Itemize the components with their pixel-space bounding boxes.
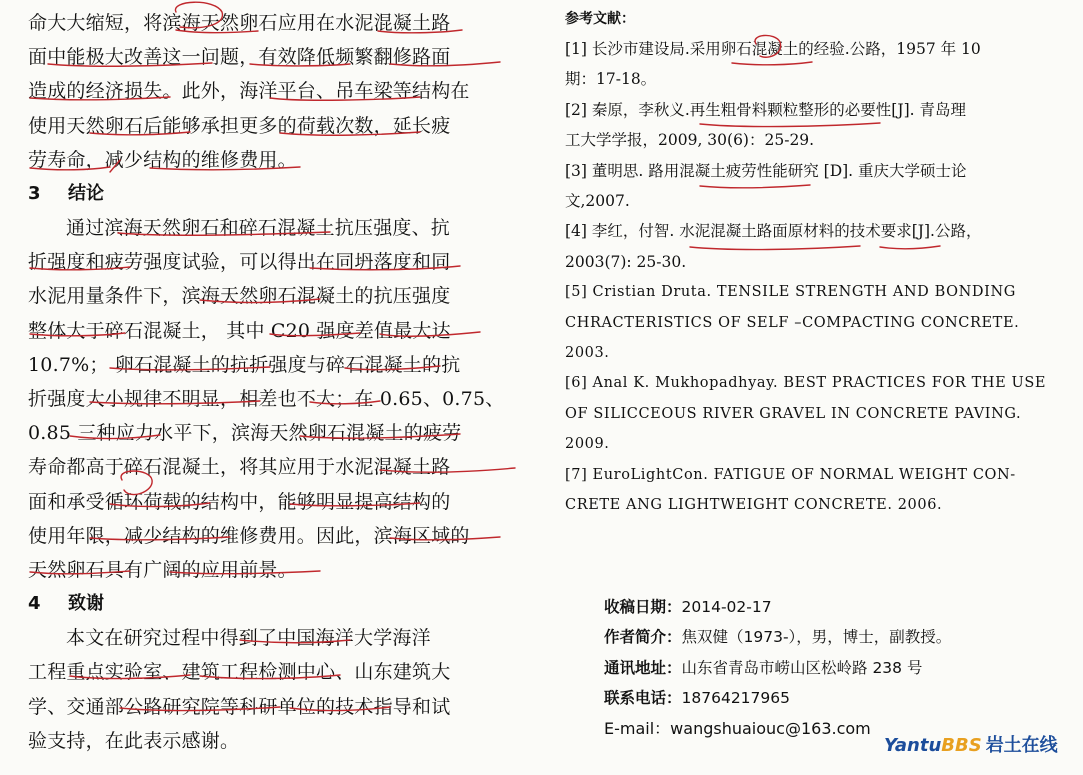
- conclusion-paragraph: [28, 211, 523, 587]
- reference-item: [565, 216, 1060, 277]
- reference-line: 文,2007.: [565, 192, 630, 211]
- received-label: 收稿日期：: [604, 598, 682, 616]
- watermark-text-1: Yantu: [884, 735, 942, 756]
- reference-line: 2003(7): 25-30.: [565, 252, 687, 271]
- received-value: 2014-02-17: [681, 598, 772, 616]
- author-row: [604, 622, 1064, 652]
- reference-item: [565, 368, 1060, 459]
- section-4-number: 4: [28, 593, 41, 615]
- author-value: 焦双健（1973-），男，博士，副教授。: [681, 628, 952, 647]
- section-3-number: 3: [28, 183, 41, 205]
- author-label: 作者简介：: [604, 628, 682, 647]
- phone-label: 联系电话：: [604, 689, 682, 708]
- text-line: 折强度和疲劳强度试验，可以得出在同坍落度和同: [28, 251, 451, 274]
- references-list: [565, 34, 1060, 521]
- text-line: 面和承受循环荷载的结构中，能够明显提高结构的: [28, 490, 451, 513]
- reference-item: [565, 34, 1060, 95]
- address-label: 通讯地址：: [604, 658, 682, 677]
- section-4-title: 致谢: [68, 593, 104, 615]
- reference-line: [6] Anal K. Mukhopadhyay. BEST PRACTICES FOR THE USE: [565, 375, 1047, 392]
- acknowledgement-paragraph: [28, 621, 523, 758]
- intro-paragraph: [28, 6, 523, 177]
- reference-item: [565, 156, 1060, 217]
- reference-line: [2] 秦原，李秋义.再生粗骨料颗粒整形的必要性[J]. 青岛理: [565, 100, 966, 119]
- email-label: E-mail：: [604, 718, 671, 738]
- email-value: wangshuaiouc@163.com: [670, 718, 871, 738]
- site-watermark-logo: [884, 731, 1076, 755]
- reference-line: [7] EuroLightCon. FATIGUE OF NORMAL WEIGHT CON-: [565, 466, 1016, 483]
- reference-line: [1] 长沙市建设局.采用卵石混凝土的经验.公路，1957 年 10: [565, 40, 981, 58]
- section-3-heading: [28, 177, 523, 211]
- text-line: 寿命都高于碎石混凝土，将其应用于水泥混凝土路: [28, 456, 451, 479]
- text-line: 使用年限，减少结构的维修费用。因此，滨海区域的: [28, 524, 470, 547]
- phone-value: 18764217965: [681, 689, 790, 708]
- text-line: 劳寿命，减少结构的维修费用。: [28, 148, 297, 171]
- phone-row: [604, 683, 1064, 713]
- reference-line: CHRACTERISTICS OF SELF –COMPACTING CONCRETE.: [565, 314, 1020, 331]
- text-line: 造成的经济损失。此外，海洋平台、吊车梁等结构在: [28, 80, 470, 103]
- reference-item: [565, 95, 1060, 156]
- left-column: [28, 6, 523, 758]
- received-date-row: [604, 592, 1064, 622]
- reference-line: OF SILICCEOUS RIVER GRAVEL IN CONCRETE PAVING.: [565, 405, 1022, 422]
- text-line: 工程重点实验室、建筑工程检测中心、山东建筑大: [28, 661, 451, 684]
- reference-item: [565, 460, 1060, 521]
- text-line: 本文在研究过程中得到了中国海洋大学海洋: [66, 627, 431, 650]
- text-line: 整体大于碎石混凝土， 其中 C20 强度差值最大达: [28, 319, 451, 342]
- reference-line: [3] 董明思. 路用混凝土疲劳性能研究 [D]. 重庆大学硕士论: [565, 161, 967, 180]
- text-line: 通过滨海天然卵石和碎石混凝土抗压强度、抗: [66, 217, 451, 240]
- references-column: [565, 8, 1060, 521]
- text-line: 天然卵石具有广阔的应用前景。: [28, 559, 297, 582]
- watermark-text-2: BBS: [941, 735, 982, 756]
- reference-item: [565, 277, 1060, 368]
- section-4-heading: [28, 587, 523, 621]
- reference-line: CRETE ANG LIGHTWEIGHT CONCRETE. 2006.: [565, 497, 943, 514]
- reference-line: 期：17-18。: [565, 70, 657, 89]
- watermark-text-3: 岩土在线: [985, 735, 1058, 756]
- text-line: 水泥用量条件下，滨海天然卵石混凝土的抗压强度: [28, 285, 451, 308]
- text-line: 0.85 三种应力水平下，滨海天然卵石混凝土的疲劳: [28, 422, 462, 445]
- address-row: [604, 653, 1064, 683]
- text-line: 学、交通部公路研究院等科研单位的技术指导和试: [28, 695, 451, 718]
- address-value: 山东省青岛市崂山区松岭路 238 号: [681, 658, 923, 677]
- reference-line: [5] Cristian Druta. TENSILE STRENGTH AND BONDING: [565, 284, 1016, 301]
- text-line: 命大大缩短，将滨海天然卵石应用在水泥混凝土路: [28, 12, 451, 34]
- text-line: 折强度大小规律不明显，相差也不大；在 0.65、0.75、: [28, 388, 505, 411]
- author-info-block: [604, 592, 1064, 744]
- reference-line: [4] 李红，付智. 水泥混凝土路面原材料的技术要求[J].公路，: [565, 222, 982, 241]
- reference-line: 2009.: [565, 436, 610, 453]
- text-line: 验支持，在此表示感谢。: [28, 729, 240, 752]
- references-title: 参考文献：: [565, 11, 635, 27]
- text-line: 使用天然卵石后能够承担更多的荷载次数，延长疲: [28, 114, 451, 137]
- reference-line: 2003.: [565, 345, 610, 362]
- section-3-title: 结论: [68, 183, 104, 205]
- text-line: 10.7%； 卵石混凝土的抗折强度与碎石混凝土的抗: [28, 353, 461, 376]
- text-line: 面中能极大改善这一问题，有效降低频繁翻修路面: [28, 46, 451, 69]
- reference-line: 工大学学报，2009, 30(6)：25-29.: [565, 131, 815, 150]
